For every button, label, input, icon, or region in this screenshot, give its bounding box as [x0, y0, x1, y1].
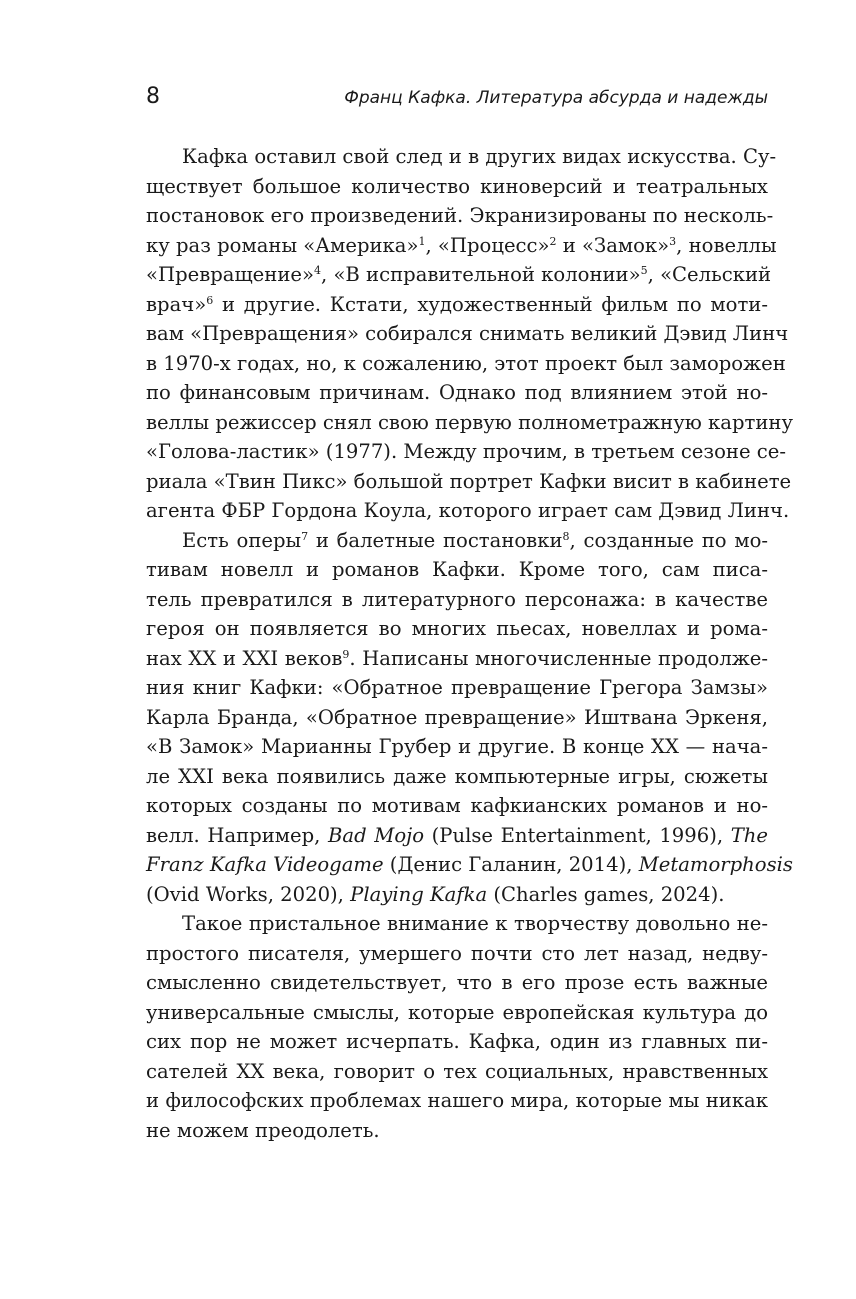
text-run: и другие. Кстати, художественный фильм по моти- [213, 292, 768, 316]
text-run: простого писателя, умершего почти сто лет назад, недву- [146, 941, 768, 965]
text-run: и балетные постановки [308, 528, 563, 552]
italic-title: Bad Mojo [328, 823, 425, 847]
text-run: не можем преодолеть. [146, 1118, 380, 1142]
text-line [146, 821, 768, 851]
text-run: агента ФБР Гордона Коула, которого играет сам Дэвид Линч. [146, 499, 790, 522]
text-run: и «Замок» [556, 233, 670, 257]
text-run: в 1970-х годах, но, к сожалению, этот проект был заморожен [146, 351, 786, 375]
text-line [146, 349, 786, 379]
paragraph [146, 909, 768, 1145]
text-run: велл. Например, [146, 823, 329, 847]
text-run: сателей XX века, говорит о тех социальных, нравственных [146, 1059, 768, 1083]
text-line [146, 909, 768, 939]
text-run: Карла Бранда, «Обратное превращение» Иштвана Эркеня, [146, 705, 768, 729]
text-line [146, 496, 790, 526]
text-line [146, 319, 789, 349]
text-run: веллы режиссер снял свою первую полнометражную картину [146, 410, 793, 434]
italic-title: The [730, 823, 768, 847]
text-run: , «В исправительной колонии» [320, 263, 641, 286]
text-line [146, 644, 768, 674]
text-run: Такое пристальное внимание к творчеству довольно не- [182, 912, 768, 935]
text-run: (Charles games, 2024). [487, 882, 725, 906]
text-run: Есть оперы [182, 528, 302, 552]
footnote-marker: 1 [418, 234, 426, 248]
footnote-marker: 4 [313, 264, 321, 277]
italic-title: Playing Kafka [350, 882, 488, 906]
footnote-marker: 7 [301, 529, 309, 543]
italic-title: Franz Kafka Videogame [146, 853, 384, 876]
text-line [146, 1027, 768, 1057]
text-run: , созданные по мо- [569, 528, 768, 552]
text-line [146, 142, 777, 172]
text-run: Кафка оставил свой след и в других видах искусства. Су- [182, 145, 777, 168]
text-run: риала «Твин Пикс» большой портрет Кафки висит в кабинете [146, 469, 792, 493]
text-run: «Голова-ластик» (1977). Между прочим, в третьем сезоне се- [146, 440, 786, 463]
text-line [146, 290, 768, 320]
text-run: тивам новелл и романов Кафки. Кроме того, сам писа- [146, 558, 768, 581]
text-run: «В Замок» Марианны Грубер и другие. В конце XX — нача- [146, 735, 768, 758]
text-line [146, 791, 768, 821]
text-run: по финансовым причинам. Однако под влиянием этой но- [146, 381, 768, 404]
text-line [146, 172, 768, 202]
text-line [146, 378, 768, 408]
body-text [146, 142, 793, 1145]
footnote-marker: 5 [640, 264, 648, 277]
footnote-marker: 3 [669, 234, 677, 248]
text-run: универсальные смыслы, которые европейская культура до [146, 1000, 768, 1024]
text-run: . Написаны многочисленные продолже- [349, 646, 769, 670]
text-run: , «Процесс» [425, 233, 550, 257]
footnote-marker: 2 [549, 234, 557, 248]
text-line [146, 762, 768, 792]
text-line [146, 880, 768, 910]
text-run: смысленно свидетельствует, что в его прозе есть важные [146, 971, 768, 994]
text-line [146, 703, 768, 733]
text-run: ле XXI века появились даже компьютерные игры, сюжеты [146, 764, 768, 788]
footnote-marker: 9 [342, 647, 350, 661]
text-line [146, 998, 768, 1028]
text-line [146, 1086, 768, 1116]
text-run: , новеллы [676, 233, 777, 257]
paragraph [146, 142, 793, 526]
text-line [146, 1057, 768, 1087]
text-line [146, 614, 768, 644]
text-line [146, 585, 768, 615]
text-run: (Pulse Entertainment, 1996), [424, 823, 731, 847]
text-run: и философских проблемах нашего мира, которые мы никак [146, 1089, 768, 1112]
text-run: постановок его произведений. Экранизированы по несколь- [146, 204, 774, 227]
text-run: ществует большое количество киноверсий и театральных [146, 174, 768, 198]
text-line [146, 1116, 768, 1146]
text-run: ния книг Кафки: «Обратное превращение Грегора Замзы» [146, 676, 768, 699]
text-line [146, 555, 768, 585]
text-run: «Превращение» [146, 263, 314, 286]
text-run: (Ovid Works, 2020), [146, 882, 351, 906]
text-run: которых созданы по мотивам кафкианских романов и но- [146, 794, 768, 817]
text-line [146, 673, 768, 703]
italic-title: Metamorphosis [638, 853, 793, 876]
running-title: Франц Кафка. Литература абсурда и надежды [344, 88, 768, 108]
text-line [146, 939, 768, 969]
paragraph [146, 526, 793, 910]
text-line [146, 231, 777, 261]
text-run: сих пор не может исчерпать. Кафка, один из главных пи- [146, 1030, 768, 1053]
text-run: героя он появляется во многих пьесах, новеллах и рома- [146, 617, 768, 640]
text-line [146, 437, 786, 467]
text-run: ку раз романы «Америка» [146, 233, 419, 257]
footnote-marker: 6 [206, 293, 214, 307]
text-line [146, 201, 774, 231]
text-line [146, 526, 768, 556]
text-run: тель превратился в литературного персонажа: в качестве [146, 587, 768, 611]
text-run: вам «Превращения» собирался снимать великий Дэвид Линч [146, 322, 789, 345]
text-line [146, 850, 793, 880]
text-line [146, 408, 793, 438]
text-line [146, 260, 772, 290]
text-line [146, 467, 792, 497]
text-run: (Денис Галанин, 2014), [383, 853, 639, 876]
text-run: врач» [146, 292, 207, 316]
footnote-marker: 8 [562, 529, 570, 543]
text-line [146, 968, 768, 998]
text-run: , «Сельский [647, 263, 772, 286]
text-run: нах XX и XXI веков [146, 646, 343, 670]
page-number: 8 [146, 84, 160, 109]
text-line [146, 732, 768, 762]
